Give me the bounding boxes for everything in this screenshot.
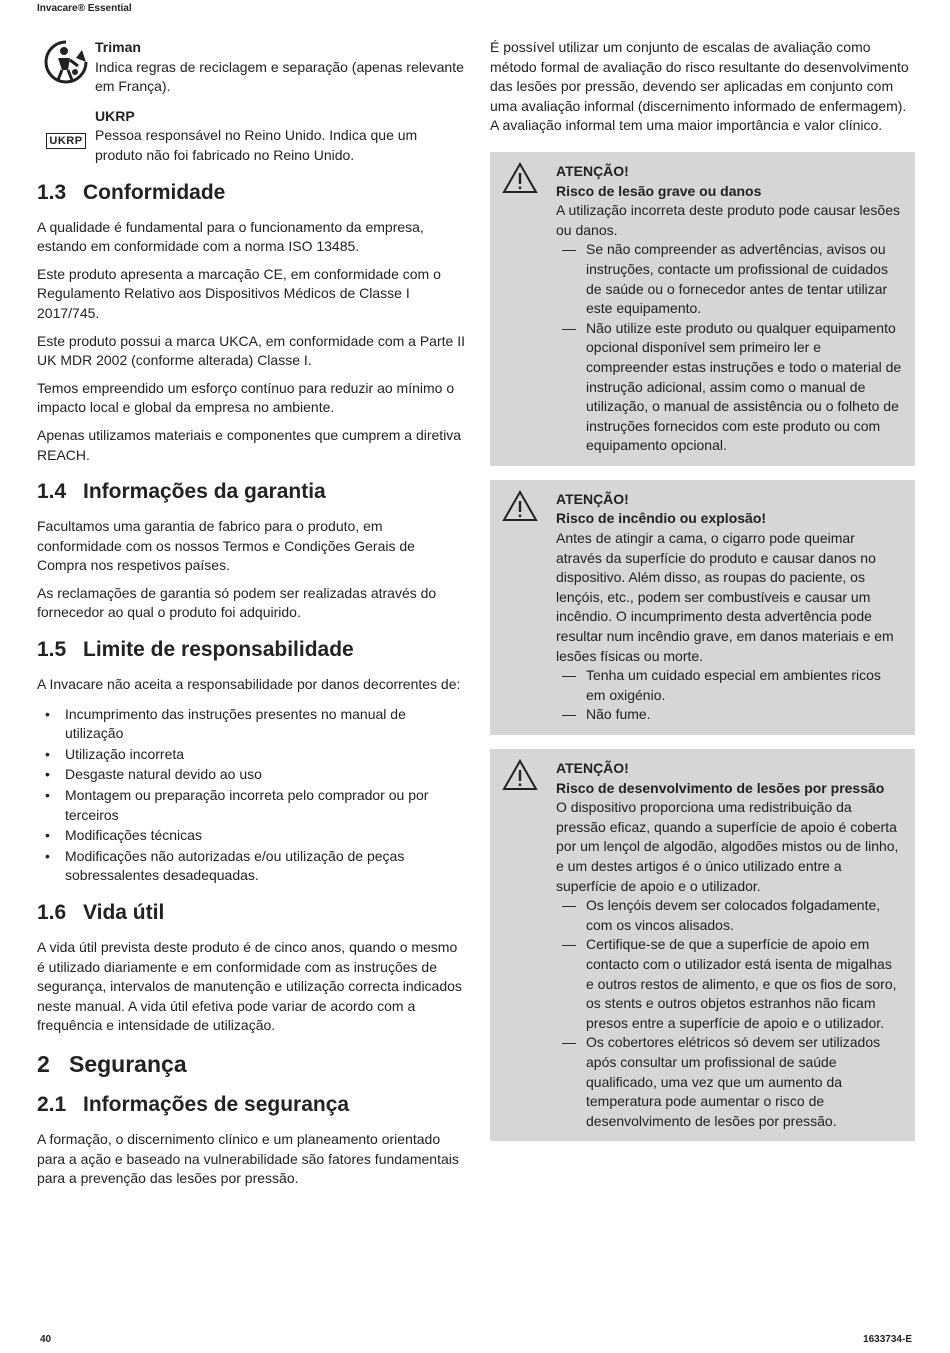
warning-text: A utilização incorreta deste produto pode causar lesões ou danos. [556,202,900,238]
warning-title: Risco de incêndio ou explosão! [556,510,767,527]
warning-text: Antes de atingir a cama, o cigarro pode queimar através da superfície do produto e causar danos no dispositivo. Além disso, as roupas do paciente, os lençóis, etc., podem ser combustíveis e causar um incêndio. O incumprimento desta advertência pode resultar num incêndio grave, em danos materiais e em lesões físicas ou morte. [556,530,894,664]
symbol-description: Pessoa responsável no Reino Unido. Indica que um produto não foi fabricado no Reino Unido. [95,127,418,163]
paragraph: As reclamações de garantia só podem ser realizadas através do fornecedor ao qual o produto foi adquirido. [37,584,437,621]
list-item: — Certifique-se de que a superfície de apoio em contacto com o utilizador está isenta de migalhas e outros restos de alimento, e que os fios de soro, os stents e outros objetos estranhos não ficam presos entre a superfície de apoio e o utilizador. [556,935,903,1033]
warning-label: ATENÇÃO! [556,162,629,179]
warning-label: ATENÇÃO! [556,760,629,776]
section-heading-2-1: 2.1 Informações de segurança [37,1092,350,1116]
warning-list [556,240,903,456]
list-item: — Não utilize este produto ou qualquer equipamento opcional disponível sem primeiro ler e compreender estas instruções e todo o material de instrução adicional, assim como o manual de utilização, o manual de assistência ou o folheto de instruções fornecidos com este produto ou com equipamento opcional. [556,319,903,456]
paragraph: Este produto possui a marca UKCA, em conformidade com a Parte II UK MDR 2002 (conforme alterada) Classe I. [37,332,465,369]
list-item: — Não fume. [556,705,903,725]
document-code: 1633734-E [863,1334,912,1345]
warning-box [490,152,915,466]
right-column [490,38,915,1155]
list-item: • Desgaste natural devido ao uso [37,765,467,785]
section-heading-1-3: 1.3 Conformidade [37,180,226,204]
section-heading-1-6: 1.6 Vida útil [37,901,165,924]
list-item: — Tenha um cuidado especial em ambientes ricos em oxigénio. [556,666,903,705]
symbol-description: Indica regras de reciclagem e separação (apenas relevante em França). [95,58,464,95]
list-item: — Se não compreender as advertências, avisos ou instruções, contacte um profissional de cuidados de saúde ou o fornecedor antes de tentar utilizar este equipamento. [556,240,903,318]
symbol-title: Triman [95,39,141,55]
list-item: • Montagem ou preparação incorreta pelo comprador ou por terceiros [37,786,467,825]
warning-text: O dispositivo proporciona uma redistribuição da pressão eficaz, quando a superfície de apoio é coberta por um lençol de algodão, algodões mistos ou de linho, e um destes artigos é o único utilizado entre a superfície de apoio e o utilizador. [556,799,899,894]
paragraph: A Invacare não aceita a responsabilidade por danos decorrentes de: [37,676,461,693]
warning-triangle-icon [502,490,556,725]
page-number: 40 [40,1334,52,1345]
paragraph: Facultamos uma garantia de fabrico para o produto, em conformidade com os nossos Termos e Condições Gerais de Compra nos respetivos países. [37,518,415,574]
section-heading-1-4: 1.4 Informações da garantia [37,480,326,504]
list-item: • Utilização incorreta [37,745,467,765]
list-item: • Modificações técnicas [37,826,467,846]
section-heading-2: 2 Segurança [37,1050,187,1077]
paragraph: Apenas utilizamos materiais e componentes que cumprem a diretiva REACH. [37,426,462,463]
paragraph: A vida útil prevista deste produto é de cinco anos, quando o mesmo é utilizado diariamente e em conformidade com as instruções de segurança, intervalos de manutenção e utilização correcta indicados neste manual. A vida útil efetiva pode variar de acordo com a frequência e intensidade de utilização. [37,939,462,1034]
warning-title: Risco de lesão grave ou danos [556,182,762,199]
left-column [37,38,467,1197]
symbol-triman [37,38,467,97]
list-item: — Os cobertores elétricos só devem ser utilizados após consultar um profissional de saúde qualificado, uma vez que um aumento da temperatura pode aumentar o risco de desenvolvimento de lesões por pressão. [556,1033,903,1131]
warning-list [556,896,903,1131]
liability-list [37,705,467,886]
list-item: — Os lençóis devem ser colocados folgadamente, com os vincos alisados. [556,896,903,935]
list-item: • Incumprimento das instruções presentes no manual de utilização [37,705,467,744]
paragraph: A formação, o discernimento clínico e um planeamento orientado para a ação e baseado na vulnerabilidade são fatores fundamentais para a prevenção das lesões por pressão. [37,1130,459,1187]
section-heading-1-5: 1.5 Limite de responsabilidade [37,638,354,662]
warning-list [556,666,903,725]
list-item: • Modificações não autorizadas e/ou utilização de peças sobressalentes desadequadas. [37,847,467,886]
warning-title: Risco de desenvolvimento de lesões por pressão [556,779,885,796]
warning-box [490,480,915,735]
paragraph: Temos empreendido um esforço contínuo para reduzir ao mínimo o impacto local e global da empresa no ambiente. [37,379,455,416]
warning-triangle-icon [502,162,556,456]
warning-box [490,749,915,1141]
symbol-title: UKRP [95,107,135,124]
triman-icon [37,38,95,86]
ukrp-icon: UKRP [46,133,85,149]
symbol-ukrp [37,107,467,166]
paragraph: É possível utilizar um conjunto de escalas de avaliação como método formal de avaliação do risco resultante do desenvolvimento das lesões por pressão, devendo ser aplicadas em conjunto com uma avaliação informal (discernimento informado de enfermagem). A avaliação informal tem uma maior importância e valor clínico. [490,39,909,134]
warning-triangle-icon [502,759,556,1131]
paragraph: A qualidade é fundamental para o funcionamento da empresa, estando em conformidade com a norma ISO 13485. [37,218,424,255]
page-header: Invacare® Essential [37,3,132,14]
paragraph: Este produto apresenta a marcação CE, em conformidade com o Regulamento Relativo aos Dispositivos Médicos de Classe I 2017/745. [37,265,441,321]
warning-label: ATENÇÃO! [556,490,629,507]
